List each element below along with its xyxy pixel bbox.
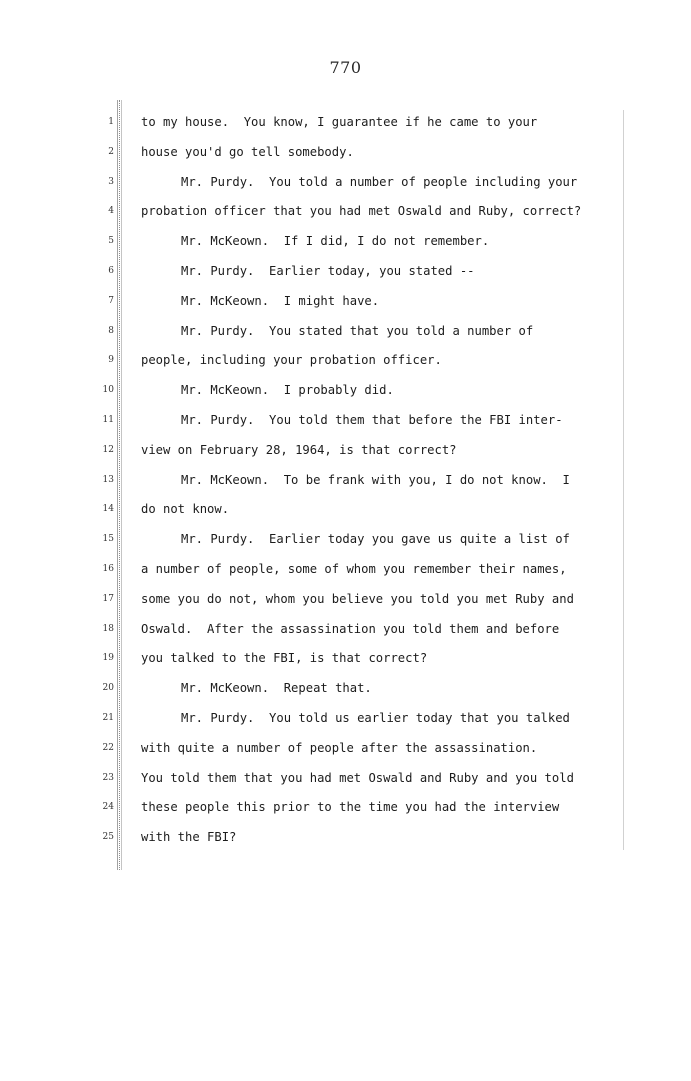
transcript-line: view on February 28, 1964, is that correct? — [141, 442, 457, 457]
transcript-line: Mr. Purdy. Earlier today you gave us quite a list of — [181, 532, 570, 547]
line-number: 25 — [102, 832, 114, 843]
transcript-line: some you do not, whom you believe you told you met Ruby and — [141, 591, 574, 606]
line-number: 17 — [102, 593, 114, 604]
line-number: 7 — [108, 295, 114, 306]
left-margin-rule-inner — [121, 100, 122, 870]
transcript-body — [141, 108, 621, 853]
line-number: 12 — [102, 444, 114, 455]
transcript-line: Mr. McKeown. If I did, I do not remember. — [181, 234, 490, 249]
line-number: 14 — [102, 504, 114, 515]
left-margin-rule — [117, 100, 118, 870]
line-number: 2 — [108, 146, 114, 157]
line-number: 24 — [102, 802, 114, 813]
line-number: 22 — [102, 742, 114, 753]
transcript-line: Mr. Purdy. You told a number of people including your — [181, 174, 578, 189]
transcript-line: people, including your probation officer. — [141, 353, 442, 368]
transcript-line: house you'd go tell somebody. — [141, 144, 354, 159]
transcript-line: do not know. — [141, 502, 230, 517]
transcript-line: Mr. McKeown. To be frank with you, I do not know. I — [181, 472, 570, 487]
left-margin-rule-dotted — [119, 100, 120, 870]
transcript-line: Mr. McKeown. I might have. — [181, 293, 380, 308]
transcript-line: a number of people, some of whom you remember their names, — [141, 561, 567, 576]
line-number: 1 — [108, 117, 114, 127]
transcript-line: You told them that you had met Oswald and Ruby and you told — [141, 770, 574, 785]
line-number: 6 — [108, 265, 114, 276]
transcript-line: these people this prior to the time you had the interview — [141, 800, 560, 815]
line-number: 8 — [108, 325, 114, 336]
line-number: 19 — [102, 653, 114, 664]
line-number: 21 — [102, 712, 114, 723]
page-number: 770 — [329, 58, 362, 77]
transcript-line: with the FBI? — [141, 830, 237, 845]
line-number: 18 — [102, 623, 114, 634]
transcript-line: Mr. Purdy. You told us earlier today that you talked — [181, 710, 570, 725]
line-number: 4 — [108, 206, 114, 217]
transcript-line: with quite a number of people after the assassination. — [141, 740, 538, 755]
line-number: 13 — [102, 474, 114, 485]
transcript-line: Mr. McKeown. I probably did. — [181, 383, 394, 398]
right-margin-rule — [623, 110, 624, 850]
line-number: 20 — [102, 683, 114, 694]
transcript-line: Mr. McKeown. Repeat that. — [181, 681, 372, 696]
line-number: 16 — [102, 563, 114, 574]
transcript-line: you talked to the FBI, is that correct? — [141, 651, 428, 666]
transcript-line: Mr. Purdy. Earlier today, you stated -- — [181, 263, 475, 278]
transcript-line: to my house. You know, I guarantee if he came to your — [141, 115, 538, 129]
line-number: 3 — [108, 176, 114, 187]
line-number: 11 — [102, 414, 114, 425]
line-number: 5 — [108, 236, 114, 247]
line-number-column — [90, 108, 114, 853]
line-number: 10 — [102, 385, 114, 396]
transcript-line: Mr. Purdy. You told them that before the FBI inter- — [181, 412, 563, 427]
transcript-line: Mr. Purdy. You stated that you told a number of — [181, 323, 534, 338]
line-number: 15 — [102, 534, 114, 545]
transcript-line: probation officer that you had met Oswald and Ruby, correct? — [141, 204, 582, 219]
line-number: 9 — [108, 355, 114, 366]
transcript-line: Oswald. After the assassination you told them and before — [141, 621, 560, 636]
line-number: 23 — [102, 772, 114, 783]
